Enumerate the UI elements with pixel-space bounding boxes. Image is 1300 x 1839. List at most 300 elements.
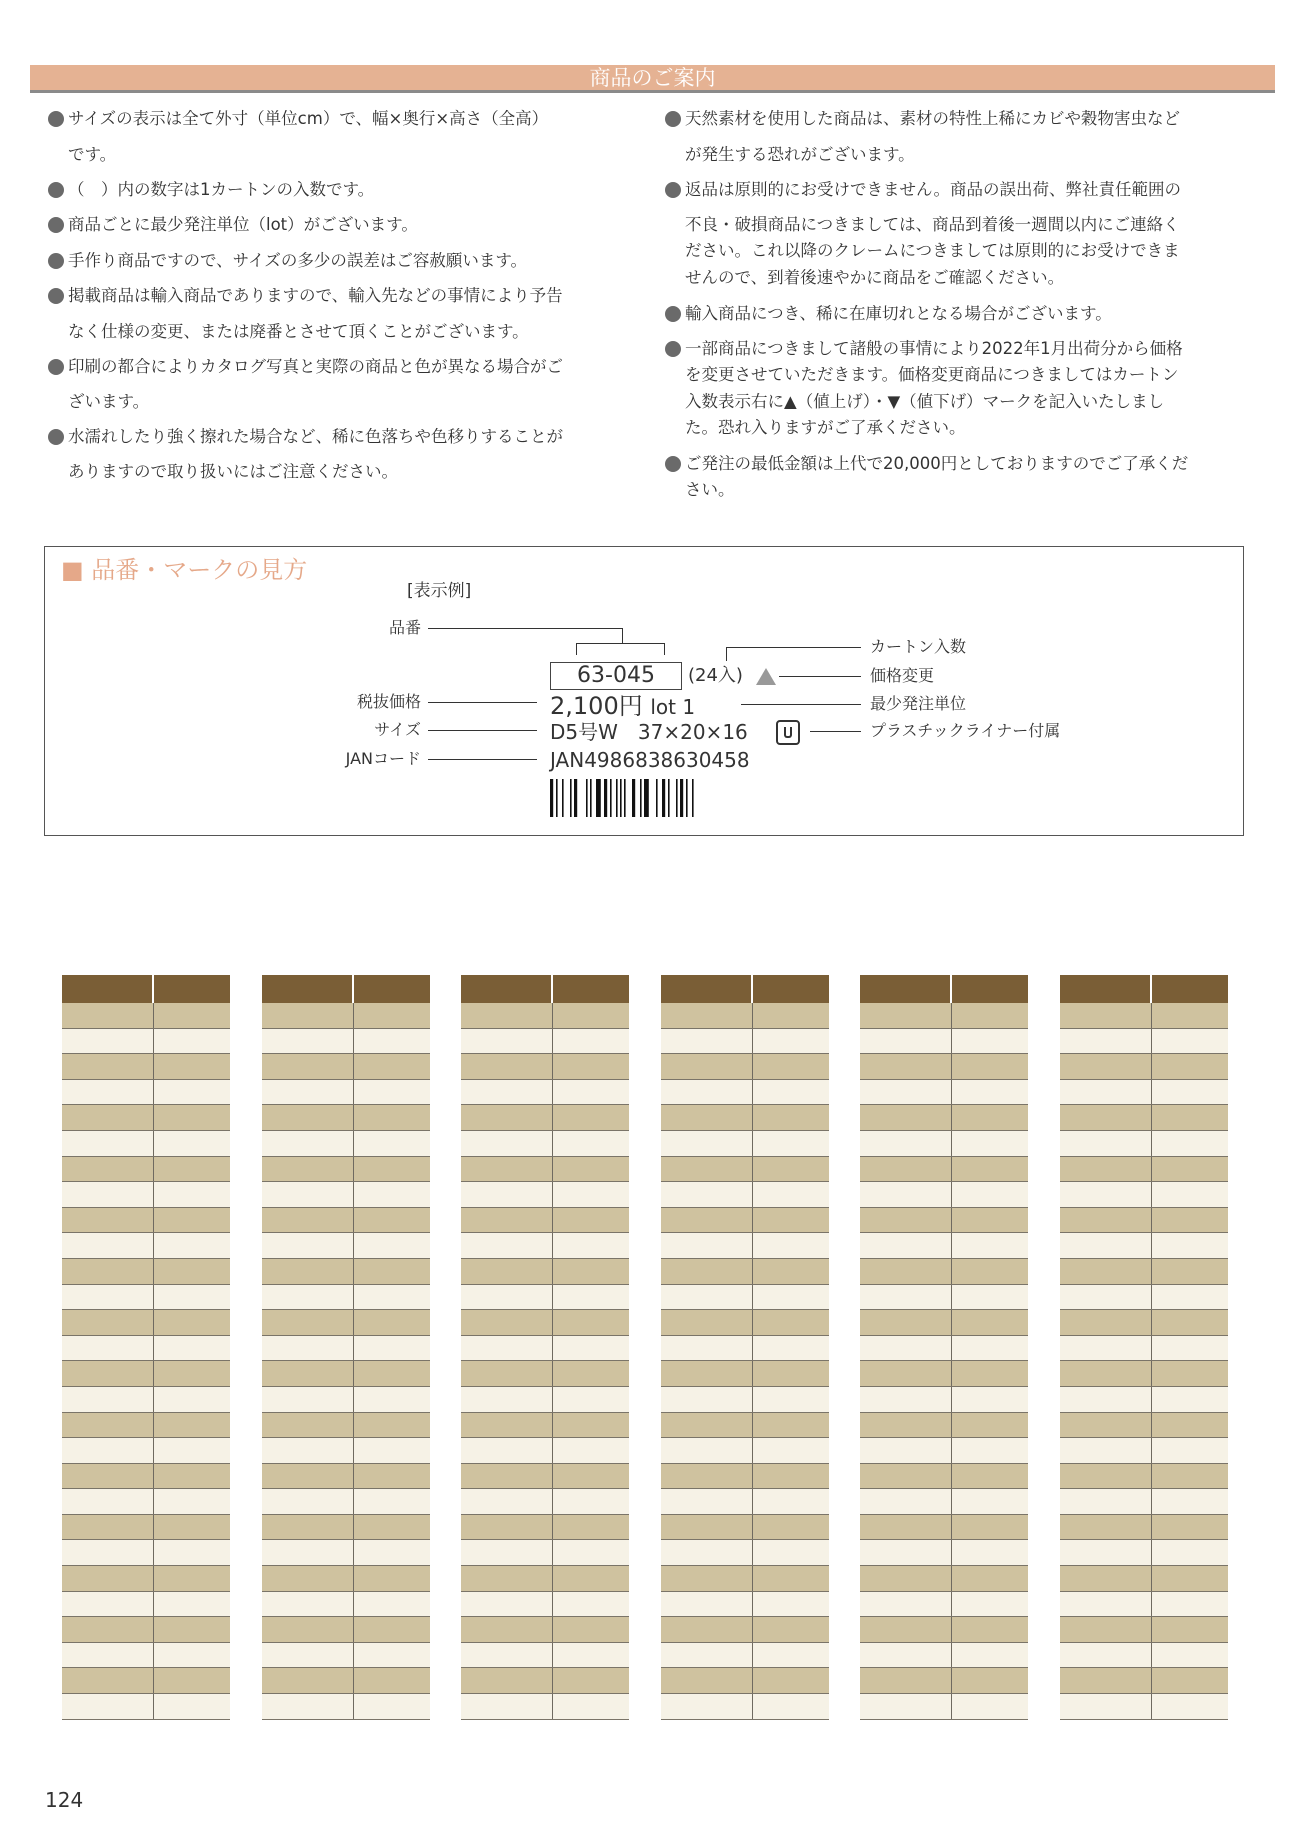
table-cell	[154, 1540, 230, 1565]
table-cell	[262, 1540, 354, 1565]
table-header	[62, 975, 230, 1003]
table-row	[661, 1029, 829, 1055]
table-cell	[661, 1054, 753, 1079]
table-cell	[661, 1003, 753, 1028]
table-cell	[262, 1310, 354, 1335]
bullet-icon	[48, 253, 64, 269]
table-cell	[62, 1361, 154, 1386]
table-cell	[62, 1233, 154, 1258]
table-row	[262, 1413, 430, 1439]
table-cell	[154, 1157, 230, 1182]
table-cell	[860, 1413, 952, 1438]
table-row	[461, 1157, 629, 1183]
table-cell	[753, 1233, 829, 1258]
table-cell	[860, 1361, 952, 1386]
table-row	[1060, 1643, 1228, 1669]
table-row	[62, 1054, 230, 1080]
table-cell	[661, 1489, 753, 1514]
table-cell	[1152, 1310, 1228, 1335]
table-cell	[661, 1643, 753, 1668]
table-cell	[553, 1157, 629, 1182]
table-cell	[1152, 1208, 1228, 1233]
table-cell	[262, 1387, 354, 1412]
bullet-icon	[48, 359, 64, 375]
table-cell	[753, 1310, 829, 1335]
leader-line	[779, 676, 861, 677]
table-cell	[860, 1489, 952, 1514]
table-row	[661, 1080, 829, 1106]
table-cell	[1060, 1643, 1152, 1668]
table-cell	[553, 1029, 629, 1054]
table-cell	[354, 1643, 430, 1668]
table-cell	[1152, 1694, 1228, 1719]
barcode-bar	[604, 779, 607, 817]
table-row	[461, 1643, 629, 1669]
table-cell	[661, 1515, 753, 1540]
table-cell	[262, 1464, 354, 1489]
table-row	[661, 1464, 829, 1490]
table-row	[262, 1336, 430, 1362]
table-cell	[1152, 1259, 1228, 1284]
table-row	[860, 1208, 1028, 1234]
table-cell	[262, 1182, 354, 1207]
table-cell	[661, 1080, 753, 1105]
table-row	[860, 1285, 1028, 1311]
table-cell	[62, 1003, 154, 1028]
table-cell	[262, 1233, 354, 1258]
table-row	[461, 1489, 629, 1515]
table-cell	[154, 1029, 230, 1054]
table-cell	[860, 1694, 952, 1719]
table-cell	[461, 1157, 553, 1182]
table-cell	[62, 1131, 154, 1156]
table-cell	[154, 1182, 230, 1207]
table-cell	[62, 1438, 154, 1463]
table-cell	[860, 1643, 952, 1668]
table-cell	[354, 1310, 430, 1335]
bullet-icon	[48, 182, 64, 198]
bracket-line	[576, 643, 664, 644]
table-cell	[553, 1668, 629, 1693]
table-cell	[952, 1489, 1028, 1514]
table-cell	[952, 1054, 1028, 1079]
table-row	[860, 1515, 1028, 1541]
table-cell	[354, 1131, 430, 1156]
table-row	[262, 1105, 430, 1131]
table-cell	[154, 1054, 230, 1079]
note-line: ご発注の最低金額は上代で20,000円としておりますのでご了承くだ	[685, 454, 1189, 473]
table-row	[1060, 1566, 1228, 1592]
table-cell	[354, 1515, 430, 1540]
table-cell	[952, 1566, 1028, 1591]
table-cell	[62, 1310, 154, 1335]
table-cell	[553, 1489, 629, 1514]
table-cell	[1152, 1489, 1228, 1514]
table-row	[461, 1131, 629, 1157]
bracket-line	[576, 643, 577, 655]
table-cell	[262, 1617, 354, 1642]
note-line: サイズの表示は全て外寸（単位cm）で、幅×奥行×高さ（全高）	[68, 109, 549, 128]
label-item-no: 品番	[388, 618, 421, 637]
table-cell	[753, 1182, 829, 1207]
table-row	[661, 1566, 829, 1592]
table-cell	[860, 1259, 952, 1284]
table-cell	[154, 1438, 230, 1463]
table-cell	[154, 1233, 230, 1258]
table-cell	[1152, 1566, 1228, 1591]
note-line: 印刷の都合によりカタログ写真と実際の商品と色が異なる場合がご	[68, 357, 563, 376]
note-line: 手作り商品ですので、サイズの多少の誤差はご容赦願います。	[68, 251, 528, 270]
table-cell	[860, 1566, 952, 1591]
table-cell	[1060, 1105, 1152, 1130]
table-row	[661, 1643, 829, 1669]
table-cell	[154, 1592, 230, 1617]
table-row	[62, 1361, 230, 1387]
table-row	[62, 1182, 230, 1208]
note-line: を変更させていただきます。価格変更商品につきましてはカートン	[685, 365, 1179, 384]
table-cell	[262, 1105, 354, 1130]
bullet-icon	[665, 182, 681, 198]
table-cell	[62, 1387, 154, 1412]
table-cell	[354, 1592, 430, 1617]
table-cell	[553, 1182, 629, 1207]
table-row	[860, 1617, 1028, 1643]
table-cell	[354, 1105, 430, 1130]
table-row	[860, 1387, 1028, 1413]
table-row	[661, 1694, 829, 1720]
table-cell	[262, 1489, 354, 1514]
table-row	[1060, 1131, 1228, 1157]
table-cell	[354, 1259, 430, 1284]
table-cell	[1152, 1668, 1228, 1693]
table-row	[860, 1694, 1028, 1720]
table-cell	[753, 1668, 829, 1693]
barcode-bar	[624, 779, 626, 817]
table-cell	[154, 1285, 230, 1310]
table-header	[661, 975, 829, 1003]
table-row	[262, 1668, 430, 1694]
table-cell	[154, 1413, 230, 1438]
table-row	[860, 1489, 1028, 1515]
table-cell	[952, 1310, 1028, 1335]
bullet-icon	[48, 217, 64, 233]
table-cell	[1060, 1233, 1152, 1258]
table-cell	[952, 1668, 1028, 1693]
table-cell	[753, 1566, 829, 1591]
table-cell	[553, 1515, 629, 1540]
table-row	[661, 1361, 829, 1387]
table-cell	[1152, 1233, 1228, 1258]
table-cell	[753, 1464, 829, 1489]
table-cell	[952, 1208, 1028, 1233]
table-cell	[461, 1668, 553, 1693]
note-line: なく仕様の変更、または廃番とさせて頂くことがございます。	[68, 322, 529, 341]
table-row	[661, 1387, 829, 1413]
table-header	[860, 975, 1028, 1003]
table-cell	[354, 1540, 430, 1565]
table-cell	[154, 1617, 230, 1642]
leader-line	[622, 628, 623, 643]
note-line: 入数表示右に▲（値上げ）・▼（値下げ）マークを記入いたしまし	[685, 392, 1165, 411]
table-row	[262, 1617, 430, 1643]
table-cell	[753, 1387, 829, 1412]
table-cell	[860, 1208, 952, 1233]
bullet-icon	[665, 341, 681, 357]
table-cell	[1060, 1540, 1152, 1565]
table-cell	[753, 1003, 829, 1028]
table-cell	[753, 1080, 829, 1105]
table-row	[461, 1617, 629, 1643]
table-row	[1060, 1515, 1228, 1541]
table-cell	[262, 1336, 354, 1361]
table-row	[62, 1259, 230, 1285]
table-cell	[154, 1336, 230, 1361]
table-cell	[661, 1131, 753, 1156]
table-cell	[62, 1540, 154, 1565]
note-line: 一部商品につきまして諸般の事情により2022年1月出荷分から価格	[685, 339, 1183, 358]
table-row	[661, 1413, 829, 1439]
barcode-bar	[574, 779, 577, 817]
table-row	[661, 1310, 829, 1336]
table-cell	[860, 1285, 952, 1310]
table-row	[661, 1438, 829, 1464]
table-cell	[354, 1285, 430, 1310]
table-cell	[860, 1592, 952, 1617]
price-table	[1060, 975, 1228, 1720]
price-up-triangle-icon	[756, 668, 776, 685]
table-cell	[461, 1003, 553, 1028]
table-cell	[952, 1285, 1028, 1310]
table-row	[62, 1643, 230, 1669]
table-cell	[262, 1566, 354, 1591]
table-row	[262, 1310, 430, 1336]
table-cell	[952, 1515, 1028, 1540]
table-cell	[860, 1387, 952, 1412]
table-cell	[553, 1208, 629, 1233]
table-cell	[553, 1566, 629, 1591]
table-row	[661, 1540, 829, 1566]
table-row	[1060, 1438, 1228, 1464]
table-cell	[1060, 1029, 1152, 1054]
table-row	[1060, 1208, 1228, 1234]
table-row	[661, 1668, 829, 1694]
table-cell	[262, 1259, 354, 1284]
table-cell	[461, 1105, 553, 1130]
table-cell	[1060, 1310, 1152, 1335]
table-row	[461, 1592, 629, 1618]
table-row	[661, 1054, 829, 1080]
table-cell	[553, 1361, 629, 1386]
table-cell	[461, 1233, 553, 1258]
table-cell	[753, 1540, 829, 1565]
table-row	[860, 1438, 1028, 1464]
barcode-bar	[616, 779, 618, 817]
table-cell	[860, 1029, 952, 1054]
table-row	[860, 1259, 1028, 1285]
table-row	[661, 1489, 829, 1515]
table-row	[661, 1131, 829, 1157]
table-cell	[1060, 1285, 1152, 1310]
table-cell	[753, 1489, 829, 1514]
table-cell	[461, 1540, 553, 1565]
table-cell	[154, 1208, 230, 1233]
table-row	[461, 1515, 629, 1541]
table-cell	[1060, 1592, 1152, 1617]
table-row	[62, 1080, 230, 1106]
leader-line	[428, 702, 537, 703]
table-cell	[661, 1259, 753, 1284]
table-cell	[661, 1617, 753, 1642]
table-cell	[354, 1438, 430, 1463]
table-cell	[154, 1259, 230, 1284]
table-row	[661, 1515, 829, 1541]
table-row	[262, 1029, 430, 1055]
table-cell	[1060, 1054, 1152, 1079]
barcode	[550, 779, 755, 817]
table-row	[1060, 1054, 1228, 1080]
table-cell	[661, 1387, 753, 1412]
note-line: 輸入商品につき、稀に在庫切れとなる場合がございます。	[685, 304, 1112, 323]
table-row	[860, 1029, 1028, 1055]
leader-line	[726, 647, 727, 661]
price-table	[661, 975, 829, 1720]
table-row	[1060, 1540, 1228, 1566]
table-row	[661, 1157, 829, 1183]
table-row	[1060, 1285, 1228, 1311]
table-cell	[461, 1464, 553, 1489]
table-cell	[553, 1387, 629, 1412]
table-cell	[354, 1694, 430, 1719]
table-cell	[860, 1438, 952, 1463]
table-cell	[1152, 1054, 1228, 1079]
bullet-icon	[665, 306, 681, 322]
table-row	[661, 1003, 829, 1029]
table-cell	[262, 1438, 354, 1463]
note-line: さい。	[685, 480, 735, 499]
table-cell	[354, 1029, 430, 1054]
table-cell	[262, 1413, 354, 1438]
table-cell	[354, 1003, 430, 1028]
table-cell	[860, 1080, 952, 1105]
table-row	[62, 1438, 230, 1464]
table-cell	[952, 1233, 1028, 1258]
table-row	[62, 1592, 230, 1618]
table-cell	[62, 1515, 154, 1540]
table-cell	[461, 1208, 553, 1233]
note-line: 掲載商品は輸入商品でありますので、輸入先などの事情により予告	[68, 286, 563, 305]
price-value: 2,100円	[550, 692, 643, 720]
table-row	[661, 1285, 829, 1311]
table-cell	[62, 1464, 154, 1489]
table-cell	[62, 1694, 154, 1719]
table-row	[860, 1643, 1028, 1669]
table-row	[262, 1540, 430, 1566]
table-cell	[354, 1413, 430, 1438]
table-cell	[553, 1438, 629, 1463]
table-cell	[154, 1643, 230, 1668]
table-cell	[461, 1361, 553, 1386]
table-row	[860, 1464, 1028, 1490]
table-cell	[354, 1080, 430, 1105]
table-row	[262, 1054, 430, 1080]
table-cell	[461, 1566, 553, 1591]
table-cell	[860, 1003, 952, 1028]
table-cell	[661, 1105, 753, 1130]
table-cell	[1060, 1694, 1152, 1719]
table-cell	[62, 1054, 154, 1079]
table-row	[661, 1105, 829, 1131]
table-cell	[952, 1157, 1028, 1182]
table-row	[262, 1566, 430, 1592]
table-cell	[952, 1592, 1028, 1617]
sample-price	[550, 692, 695, 721]
table-row	[461, 1080, 629, 1106]
table-row	[661, 1233, 829, 1259]
leader-line	[428, 759, 537, 760]
table-row	[860, 1413, 1028, 1439]
table-cell	[1060, 1336, 1152, 1361]
table-row	[461, 1694, 629, 1720]
table-cell	[661, 1182, 753, 1207]
table-cell	[952, 1105, 1028, 1130]
table-cell	[860, 1182, 952, 1207]
table-cell	[661, 1208, 753, 1233]
table-cell	[753, 1208, 829, 1233]
table-row	[661, 1617, 829, 1643]
table-cell	[354, 1464, 430, 1489]
table-row	[860, 1310, 1028, 1336]
table-row	[860, 1361, 1028, 1387]
table-cell	[354, 1336, 430, 1361]
table-cell	[860, 1105, 952, 1130]
table-cell	[62, 1029, 154, 1054]
table-cell	[860, 1540, 952, 1565]
barcode-bar	[632, 779, 635, 817]
table-row	[461, 1668, 629, 1694]
table-row	[461, 1566, 629, 1592]
table-row	[1060, 1003, 1228, 1029]
table-cell	[1152, 1361, 1228, 1386]
label-price: 税抜価格	[356, 692, 421, 711]
example-label: [表示例]	[407, 581, 472, 601]
table-cell	[262, 1054, 354, 1079]
table-cell	[553, 1694, 629, 1719]
table-cell	[262, 1694, 354, 1719]
table-cell	[1152, 1515, 1228, 1540]
table-cell	[461, 1515, 553, 1540]
table-cell	[661, 1361, 753, 1386]
table-row	[461, 1413, 629, 1439]
label-liner: プラスチックライナー付属	[870, 721, 1061, 740]
table-row	[262, 1643, 430, 1669]
table-cell	[553, 1592, 629, 1617]
table-cell	[154, 1515, 230, 1540]
table-cell	[952, 1361, 1028, 1386]
table-cell	[62, 1643, 154, 1668]
table-cell	[860, 1054, 952, 1079]
table-cell	[154, 1668, 230, 1693]
table-cell	[753, 1413, 829, 1438]
table-cell	[1060, 1387, 1152, 1412]
note-line: 不良・破損商品につきましては、商品到着後一週間以内にご連絡く	[685, 215, 1180, 234]
table-cell	[860, 1515, 952, 1540]
table-cell	[860, 1131, 952, 1156]
note-line: せんので、到着後速やかに商品をご確認ください。	[685, 268, 1065, 287]
table-cell	[553, 1080, 629, 1105]
table-cell	[952, 1003, 1028, 1028]
label-price-change: 価格変更	[870, 666, 935, 685]
table-cell	[553, 1413, 629, 1438]
